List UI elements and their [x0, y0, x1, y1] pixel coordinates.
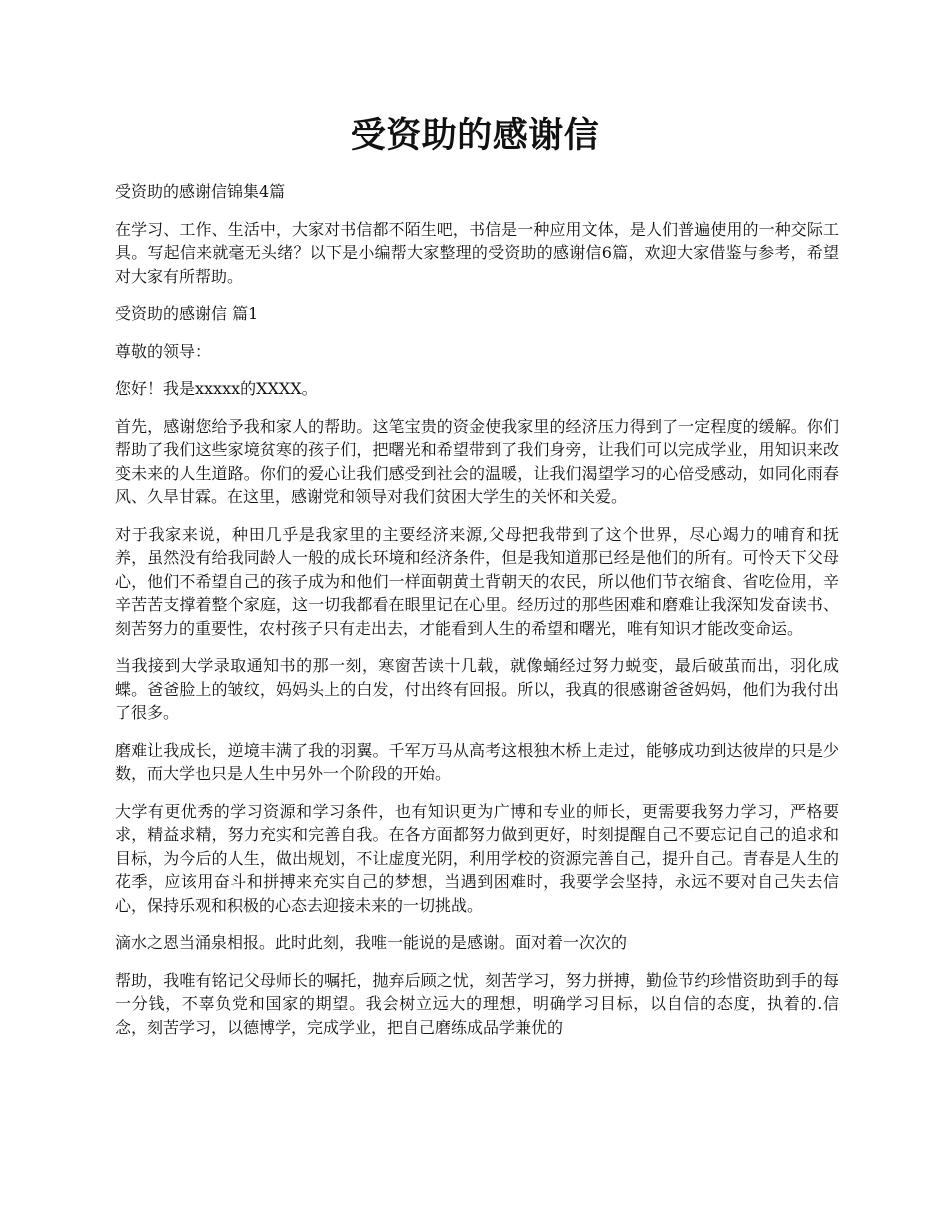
paragraph-body: 帮助，我唯有铭记父母师长的嘱托，抛弃后顾之忧，刻苦学习，努力拼搏，勤俭节约珍惜资助到手的每一分钱，不辜负党和国家的期望。我会树立远大的理想，明确学习目标，以自信的态度，执着的.信念，刻苦学习，以德博学，完成学业，把自己磨练成品学兼优的: [115, 970, 839, 1037]
paragraph-body: 滴水之恩当涌泉相报。此时此刻，我唯一能说的是感谢。面对着一次次的: [115, 933, 628, 952]
paragraph-body: 大学有更优秀的学习资源和学习条件，也有知识更为广博和专业的师长，更需要我努力学习，严格要求，精益求精，努力充实和完善自我。在各方面都努力做到更好，时刻提醒自己不要忘记自己的追求和目标，为今后的人生，做出规划，不让虚度光阴，利用学校的资源完善自己，提升自己。青春是人生的花季，应该用奋斗和拼搏来充实自己的梦想，当遇到困难时，我要学会坚持，永远不要对自己失去信心，保持乐观和积极的心态去迎接未来的一切挑战。: [115, 801, 839, 915]
paragraph-body: 首先，感谢您给予我和家人的帮助。这笔宝贵的资金使我家里的经济压力得到了一定程度的缓解。你们帮助了我们这些家境贫寒的孩子们，把曙光和希望带到了我们身旁，让我们可以完成学业，用知识来改变未来的人生道路。你们的爱心让我们感受到社会的温暖，让我们渴望学习的心倍受感动，如同化雨春风、久旱甘霖。在这里，感谢党和领导对我们贫困大学生的关怀和关爱。: [115, 416, 839, 506]
paragraph-section-heading: 受资助的感谢信 篇1: [115, 304, 259, 323]
paragraph-greeting: 您好！我是xxxxx的XXXX。: [115, 379, 318, 398]
paragraph-body: 磨难让我成长，逆境丰满了我的羽翼。千军万马从高考这根独木桥上走过，能够成功到达彼岸的只是少数，而大学也只是人生中另外一个阶段的开始。: [115, 740, 839, 783]
paragraph-salutation: 尊敬的领导：: [115, 341, 212, 361]
document-title: 受资助的感谢信: [350, 115, 600, 156]
paragraph-body: 对于我家来说，种田几乎是我家里的主要经济来源,父母把我带到了这个世界，尽心竭力的哺育和抚养，虽然没有给我同龄人一般的成长环境和经济条件，但是我知道那已经是他们的所有。可怜天下父母心，他们不希望自己的孩子成为和他们一样面朝黄土背朝天的农民，所以他们节衣缩食、省吃俭用，辛辛苦苦支撑着整个家庭，这一切我都看在眼里记在心里。经历过的那些困难和磨难让我深知发奋读书、刻苦努力的重要性，农村孩子只有走出去，才能看到人生的希望和曙光，唯有知识才能改变命运。: [115, 524, 839, 638]
paragraph-collection-heading: 受资助的感谢信锦集4篇: [115, 182, 286, 201]
paragraph-body: 当我接到大学录取通知书的那一刻，寒窗苦读十几载，就像蛹经过努力蜕变，最后破茧而出，羽化成蝶。爸爸脸上的皱纹，妈妈头上的白发，付出终有回报。所以，我真的很感谢爸爸妈妈，他们为我付出了很多。: [115, 656, 839, 722]
document-body: [115, 180, 839, 1053]
paragraph-intro: 在学习、工作、生活中，大家对书信都不陌生吧，书信是一种应用文体，是人们普遍使用的一种交际工具。写起信来就毫无头绪？以下是小编帮大家整理的受资助的感谢信6篇，欢迎大家借鉴与参考，希望对大家有所帮助。: [115, 219, 839, 286]
